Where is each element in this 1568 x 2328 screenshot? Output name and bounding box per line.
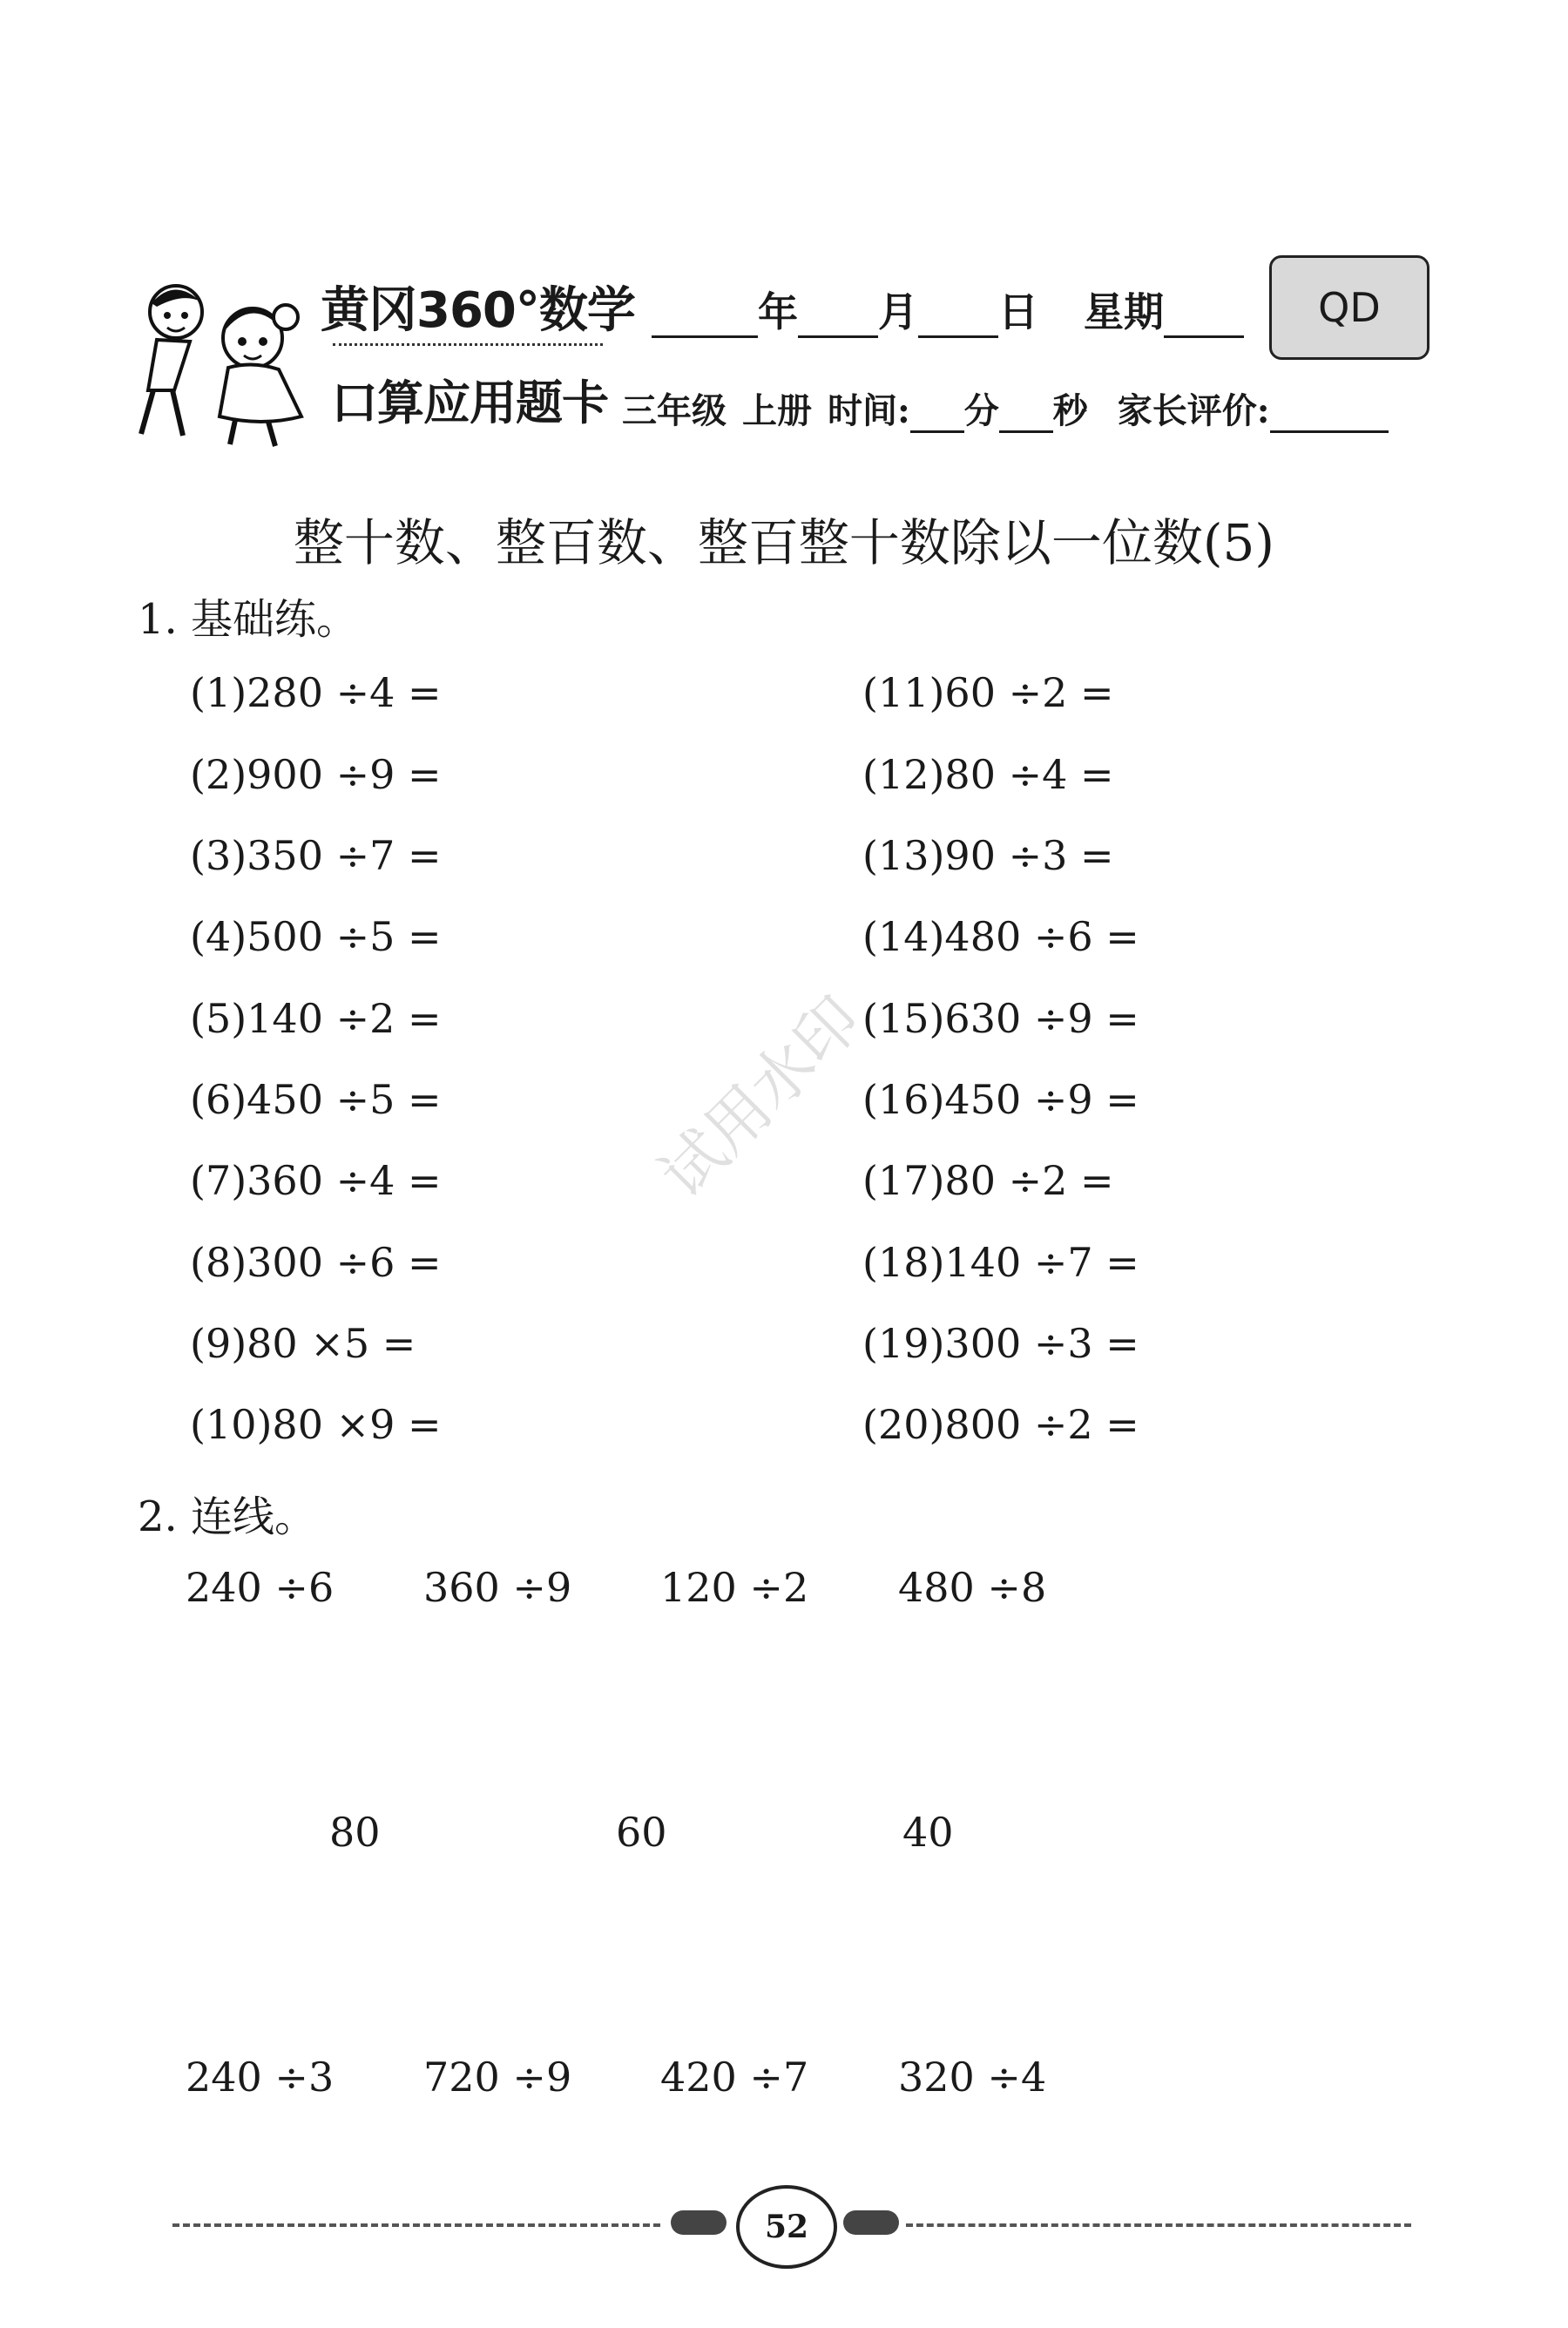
grade-label: 三年级 — [622, 390, 727, 431]
brand-title: 黄冈360°数学 — [321, 282, 635, 339]
exercise-13: (13)90 ÷3 = — [862, 832, 1114, 879]
watermark-text: 试用水印 — [645, 982, 875, 1212]
day-blank[interactable] — [918, 294, 998, 338]
exercise-3: (3)350 ÷7 = — [190, 832, 442, 879]
exercise-4: (4)500 ÷5 = — [190, 913, 442, 960]
minute-blank[interactable] — [910, 394, 964, 433]
footer-dashed-line-right — [906, 2223, 1411, 2227]
match-bottom-4[interactable]: 320 ÷4 — [898, 2054, 1047, 2101]
weekday-label: 星期 — [1084, 288, 1164, 335]
time-label: 时间: — [828, 390, 910, 431]
weekday-blank[interactable] — [1164, 294, 1244, 338]
match-bottom-2[interactable]: 720 ÷9 — [423, 2054, 572, 2101]
exercise-16: (16)450 ÷9 = — [862, 1076, 1139, 1123]
exercise-17: (17)80 ÷2 = — [862, 1157, 1114, 1204]
date-line — [652, 281, 1244, 338]
volume-label: 上册 — [742, 390, 812, 431]
exercise-14: (14)480 ÷6 = — [862, 913, 1139, 960]
second-blank[interactable] — [999, 394, 1053, 433]
match-top-1[interactable]: 240 ÷6 — [186, 1564, 335, 1611]
exercise-11: (11)60 ÷2 = — [862, 669, 1114, 716]
year-label: 年 — [758, 288, 798, 335]
brand-divider — [333, 343, 603, 346]
match-bottom-1[interactable]: 240 ÷3 — [186, 2054, 335, 2101]
parent-eval-label: 家长评价: — [1117, 390, 1270, 431]
exercise-10: (10)80 ×9 = — [190, 1401, 442, 1448]
match-answer-1[interactable]: 80 — [329, 1809, 381, 1856]
match-top-3[interactable]: 120 ÷2 — [660, 1564, 809, 1611]
match-top-4[interactable]: 480 ÷8 — [898, 1564, 1047, 1611]
exercise-5: (5)140 ÷2 = — [190, 995, 442, 1042]
exercise-8: (8)300 ÷6 = — [190, 1239, 442, 1286]
section2-heading: 2. 连线。 — [138, 1492, 317, 1541]
month-label: 月 — [878, 288, 918, 335]
exercise-19: (19)300 ÷3 = — [862, 1320, 1139, 1367]
year-blank[interactable] — [652, 294, 758, 338]
parent-eval-blank[interactable] — [1270, 394, 1389, 433]
exercise-7: (7)360 ÷4 = — [190, 1157, 442, 1204]
exercise-12: (12)80 ÷4 = — [862, 751, 1114, 798]
section1-heading: 1. 基础练。 — [138, 595, 359, 644]
exercise-1: (1)280 ÷4 = — [190, 669, 442, 716]
footer-ornament-left — [671, 2210, 727, 2235]
month-blank[interactable] — [798, 294, 878, 338]
page-title: 整十数、整百数、整百整十数除以一位数(5) — [293, 513, 1275, 572]
exercise-6: (6)450 ÷5 = — [190, 1076, 442, 1123]
day-label: 日 — [998, 288, 1038, 335]
brand-subtitle: 口算应用题卡 — [331, 376, 608, 430]
match-bottom-3[interactable]: 420 ÷7 — [660, 2054, 809, 2101]
page-number: 52 — [736, 2185, 837, 2269]
cartoon-kids-logo — [122, 277, 331, 451]
exercise-18: (18)140 ÷7 = — [862, 1239, 1139, 1286]
exercise-9: (9)80 ×5 = — [190, 1320, 416, 1367]
version-badge: QD — [1269, 255, 1429, 360]
match-answer-2[interactable]: 60 — [616, 1809, 667, 1856]
minute-label: 分 — [963, 390, 999, 431]
exercise-20: (20)800 ÷2 = — [862, 1401, 1139, 1448]
exercise-15: (15)630 ÷9 = — [862, 995, 1139, 1042]
match-answer-3[interactable]: 40 — [902, 1809, 954, 1856]
meta-line — [622, 383, 1389, 433]
second-label: 秒 — [1052, 390, 1088, 431]
match-top-2[interactable]: 360 ÷9 — [423, 1564, 572, 1611]
footer-ornament-right — [843, 2210, 899, 2235]
exercise-2: (2)900 ÷9 = — [190, 751, 442, 798]
footer-dashed-line-left — [172, 2223, 660, 2227]
